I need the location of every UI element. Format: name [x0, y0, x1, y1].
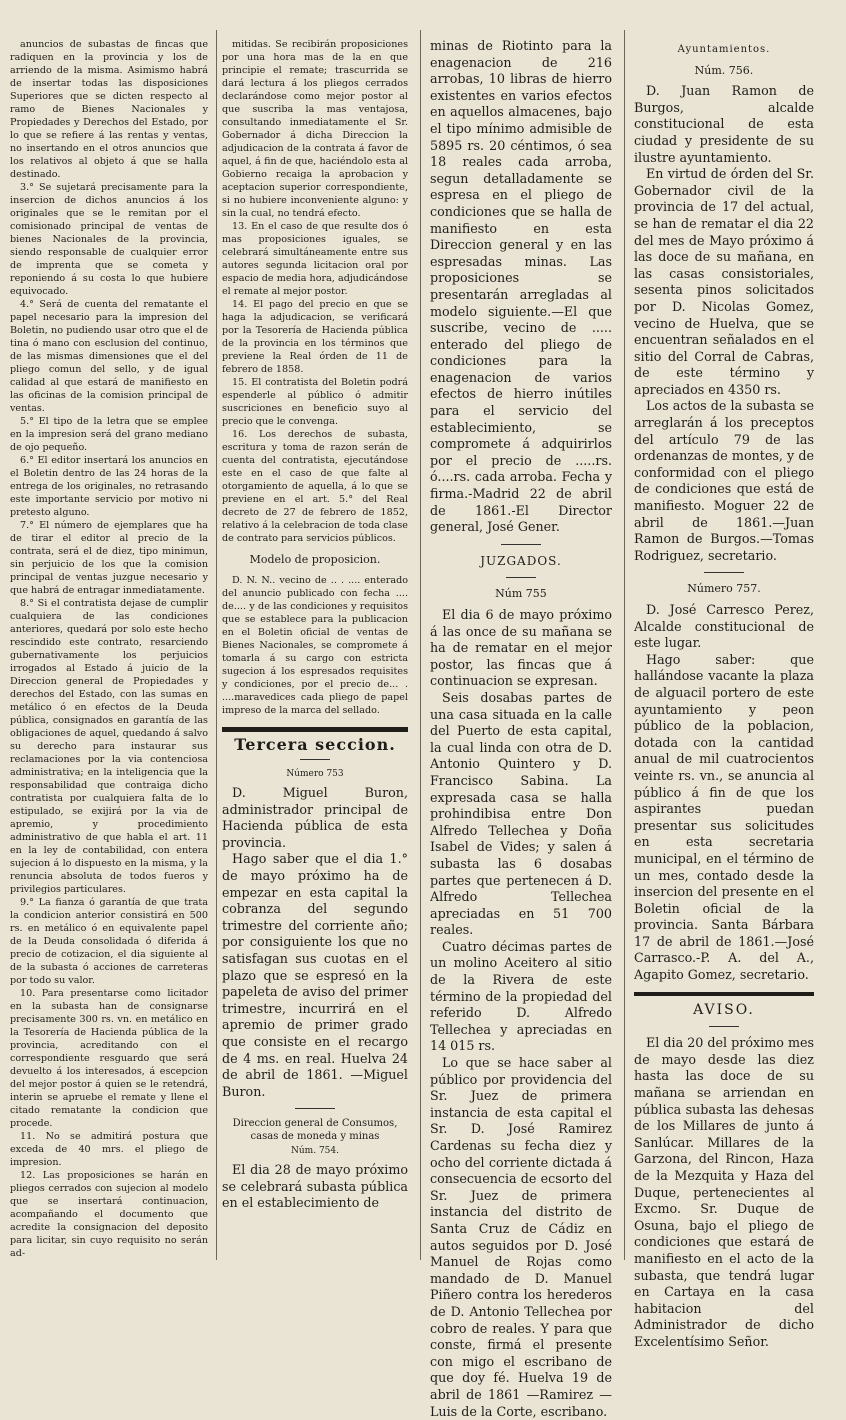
paragraph: 6.° El editor insertará los anuncios en el Boletin dentro de las 24 horas de la entrega de los originales, no retrasando este importante servicio por motivo ni pretesto alguno.: [10, 455, 208, 518]
notice-number: Núm 755: [495, 587, 547, 601]
notice-number: Núm. 754.: [291, 1146, 339, 1157]
notice-heading: AVISO.: [693, 1001, 755, 1018]
paragraph: En virtud de órden del Sr. Gobernador civil de la provincia de 17 del actual, se han de rematar el dia 22 del mes de Mayo próximo á las doce de su mañana, en las casas consistoriales, sesenta pinos solicitados por D. Nicolas Gomez, vecino de Huelva, que se encuentran señalados en el sitio del Corral de Cabras, de este término y apreciados en 4350 rs.: [634, 166, 814, 397]
paragraph: 8.° Si el contratista dejase de cumplir cualquiera de las condiciones anteriores, quedará por solo este hecho rescindido este contrato, resarciendo gubernativamente los perjuicios irrogados al Estado á juicio de la Direccion general de Propiedades y derechos del Estado, con las sumas en metálico ó en efectos de la Deuda pública, consignados en garantía de las obligaciones de aquel, quedando á salvo su derecho para instaurar sus reclamaciones por la via contenciosa administrativa; en la inteligencia que la responsabilidad que contraiga dicho contratista por cualquiera falta de lo estipulado, se exijirá por la via de apremio, y procedimiento administrativo de que habla el art. 11 en la ley de contabilidad, con entera sujecion á lo dispuesto en la misma, y la renuncia absoluta de todos fueros y privilegios particulares.: [10, 598, 208, 895]
section-heading: Ayuntamientos.: [677, 44, 771, 55]
paragraph: D. N. N.. vecino de .. . .... enterado del anuncio publicado con fecha .... de.... y de las condiciones y requisitos que se establece para la publicacion en el Boletin oficial de ventas de Bienes Nacionales, se compromete á tomarla á su cargo con estricta sugecion á los espresados requisites y condiciones, por el precio de... . ....maravedices cada pliego de papel impreso de la marca del sellado.: [222, 575, 408, 716]
column-divider: [420, 30, 421, 1260]
divider: [709, 1026, 739, 1027]
column-3: [430, 38, 612, 1420]
notice-number: Núm. 756.: [694, 63, 754, 77]
paragraph: 4.° Será de cuenta del rematante el papel necesario para la impresion del Boletin, no pudiendo usar otro que el de tina ó mano con esclusion del continuo, de las mismas dimensiones que el del pliego comun del sello, y de igual calidad al que estará de manifiesto en las oficinas de la comision principal de ventas.: [10, 299, 208, 414]
column-1: [10, 38, 208, 1260]
paragraph: D. José Carresco Perez, Alcalde constitucional de este lugar.: [634, 602, 814, 651]
notice-number: Número 757.: [687, 582, 761, 596]
column-4: [634, 38, 814, 1351]
paragraph: El dia 28 de mayo próximo se celebrará subasta pública en el establecimiento de: [222, 1162, 408, 1211]
paragraph: 10. Para presentarse como licitador en la subasta han de consignarse precisamente 300 rs. vn. en metálico en la Tesorería de Hacienda pública de la provincia, acreditando con el correspondiente resguardo que será devuelto á los interesados, á escepcion del mejor postor á quien se le retendrá, interin se apruebe el remate y llene el citado rematante la condicion que procede.: [10, 988, 208, 1129]
divider: [704, 572, 744, 573]
paragraph: Seis dosabas partes de una casa situada en la calle del Puerto de esta capital, la cual linda con otra de D. Antonio Quintero y D. Francisco Sabina. La expresada casa se halla prohindibisa entre Don Alfredo Tellechea y Doña Isabel de Vides; y salen á subasta las 6 dosabas partes que pertenecen á D. Alfredo Tellechea apreciadas en 51 700 reales.: [430, 689, 612, 938]
paragraph: El dia 6 de mayo próximo á las once de su mañana se ha de rematar en el mejor postor, las fincas que á continuacion se expresan.: [430, 607, 612, 689]
paragraph: 12. Las proposiciones se harán en pliegos cerrados con sujecion al modelo que se insertará continuacion, acompañando el documento que acredite la consignacion del deposito para licitar, sin cuyo requisito no serán ad-: [10, 1170, 208, 1259]
paragraph: 14. El pago del precio en que se haga la adjudicacion, se verificará por la Tesorería de Hacienda pública de la provincia en los términos que previene la Real órden de 11 de febrero de 1858.: [222, 299, 408, 375]
paragraph: 5.° El tipo de la letra que se emplee en la impresion será del grano mediano de ojo pequeño.: [10, 416, 208, 453]
agency-heading: Direccion general de Consumos, casas de moneda y minas: [232, 1118, 398, 1143]
divider: [506, 577, 536, 578]
section-heading: JUZGADOS.: [480, 553, 562, 568]
paragraph: Lo que se hace saber al público por providencia del Sr. Juez de primera instancia de esta capital el Sr. D. José Ramirez Cardenas su fecha diez y ocho del corriente dictada á consecuencia de ecsorto del Sr. Juez de primera instancia del distrito de Santa Cruz de Cádiz en autos seguidos por D. José Manuel de Rojas como mandado de D. Manuel Piñero contra los herederos de D. Antonio Tellechea por cobro de reales. Y para que conste, firmá el presente con migo el escribano de que doy fé. Huelva 19 de abril de 1861 —Ramirez —Luis de la Corte, escribano.: [430, 1055, 612, 1419]
divider: [300, 759, 330, 760]
notice-number: Número 753: [286, 769, 344, 779]
paragraph: D. Miguel Buron, administrador principal de Hacienda pública de esta provincia.: [222, 785, 408, 850]
paragraph: 13. En el caso de que resulte dos ó mas proposiciones iguales, se celebrará simultáneamente entre sus autores segunda licitacion oral por espacio de media hora, adjudicándose el remate al mejor postor.: [222, 221, 408, 297]
column-2: [222, 38, 408, 1212]
divider: [501, 544, 541, 545]
paragraph: 11. No se admitirá postura que exceda de 40 mrs. el pliego de impresion.: [10, 1131, 208, 1168]
paragraph: 15. El contratista del Boletin podrá espenderle al público ó admitir suscriciones en beneficio suyo al precio que le convenga.: [222, 377, 408, 427]
paragraph: D. Juan Ramon de Burgos, alcalde constitucional de esta ciudad y presidente de su ilustre ayuntamiento.: [634, 83, 814, 165]
paragraph: 7.° El número de ejemplares que ha de tirar el editor al precio de la contrata, será el de diez, tipo minimun, sin perjuicio de los que la comision principal de ventas juzgue necesario y que habrá de entragar inmediatamente.: [10, 520, 208, 596]
column-divider: [216, 30, 217, 1260]
paragraph: Los actos de la subasta se arreglarán á los preceptos del artículo 79 de las ordenanzas de montes, y de conformidad con el pliego de condiciones que está de manifiesto. Moguer 22 de abril de 1861.—Juan Ramon de Burgos.—Tomas Rodriguez, secretario.: [634, 398, 814, 563]
section-rule: [634, 992, 814, 996]
paragraph: Cuatro décimas partes de un molino Aceitero al sitio de la Rivera de este término de la propiedad del referido D. Alfredo Tellechea y apreciadas en 14 015 rs.: [430, 938, 612, 1054]
section-rule: [222, 727, 408, 732]
paragraph: minas de Riotinto para la enagenacion de 216 arrobas, 10 libras de hierro existentes en varios efectos en aquellos almacenes, bajo el tipo mínimo admisible de 5895 rs. 20 céntimos, ó sea 18 reales cada arroba, segun detalladamente se espresa en el pliego de condiciones que se halla de manifiesto en esta Direccion general y en las espresadas minas. Las proposiciones se presentarán arregladas al modelo siguiente.—El que suscribe, vecino de ..... enterado del pliego de condiciones para la enagenacion de varios efectos de hierro inútiles para el servicio del establecimiento, se compromete á adquirirlos por el precio de .....rs. ó....rs. cada arroba. Fecha y firma.-Madrid 22 de abril de 1861.-El Director general, José Gener.: [430, 38, 612, 535]
paragraph: anuncios de subastas de fincas que radiquen en la provincia y los de arriendo de la misma. Asimismo habrá de insertar todas las disposiciones Superiores que se dicten respecto al ramo de Bienes Nacionales y Propiedades y Derechos del Estado, por lo que se refiere á las rentas y ventas, no insertando en el otros anuncios que los relativos al objeto á que se halla destinado.: [10, 39, 208, 180]
paragraph: mitidas. Se recibirán proposiciones por una hora mas de la en que principie el remate; trascurrida se dará lectura á los pliegos cerrados declarándose como mejor postor al que suscriba la mas ventajosa, consultando inmediatamente el Sr. Gobernador á dicha Direccion la adjudicacion de la contrata á favor de aquel, á fin de que, haciéndolo esta al Gobierno recaiga la aprobacion y aceptacion superior correspondiente, si no hubiere inconveniente alguno: y sin la cual, no tendrá efecto.: [222, 39, 408, 219]
paragraph: 9.° La fianza ó garantía de que trata la condicion anterior consistirá en 500 rs. en metálico ó en equivalente papel de la Deuda consolidada ó diferida á precio de cotizacion, el dia siguiente al de la subasta ó acciones de carreteras por todo su valor.: [10, 897, 208, 986]
paragraph: El dia 20 del próximo mes de mayo desde las diez hasta las doce de su mañana se arriendan en pública subasta las dehesas de los Millares de junto á Sanlúcar. Millares de la Garzona, del Rincon, Haza de la Mezquita y Haza del Duque, pertenecientes al Excmo. Sr. Duque de Osuna, bajo el pliego de condiciones que estará de manifiesto en el acto de la subasta, que tendrá lugar en Cartaya en la casa habitacion del Administrador de dicho Excelentísimo Señor.: [634, 1035, 814, 1349]
paragraph: Hago saber que el dia 1.° de mayo próximo ha de empezar en esta capital la cobranza del segundo trimestre del corriente año; por consiguiente los que no satisfagan sus cuotas en el plazo que se espresó en la papeleta de aviso del primer trimestre, incurrirá en el apremio de primer grado que consiste en el recargo de 4 ms. en real. Huelva 24 de abril de 1861. —Miguel Buron.: [222, 851, 408, 1099]
paragraph: 3.° Se sujetará precisamente para la insercion de dichos anuncios á los originales que se le remitan por el comisionado principal de ventas de bienes Nacionales de la provincia, siendo responsable de cualquier error de imprenta que se cometa y reponiendo á su costa lo que hubiere equivocado.: [10, 182, 208, 297]
divider: [295, 1108, 335, 1109]
model-heading: Modelo de proposicion.: [249, 553, 381, 566]
paragraph: Hago saber: que hallándose vacante la plaza de alguacil portero de este ayuntamiento y peon público de la poblacion, dotada con la cantidad anual de mil cuatrocientos veinte rs. vn., se anuncia al público á fin de que los aspirantes puedan presentar sus solicitudes en esta secretaria municipal, en el término de un mes, contado desde la insercion del presente en el Boletin oficial de la provincia. Santa Bárbara 17 de abril de 1861.—José Carrasco.-P. A. del A., Agapito Gomez, secretario.: [634, 651, 814, 983]
column-divider: [624, 30, 625, 1260]
paragraph: 16. Los derechos de subasta, escritura y toma de razon serán de cuenta del contratista, ejecutándose este en el caso de que falte al otorgamiento de aquella, á lo que se previene en el art. 5.° del Real decreto de 27 de febrero de 1852, relativo á la celebracion de toda clase de contrato para servicios públicos.: [222, 429, 408, 544]
section-heading: Tercera seccion.: [234, 735, 396, 754]
